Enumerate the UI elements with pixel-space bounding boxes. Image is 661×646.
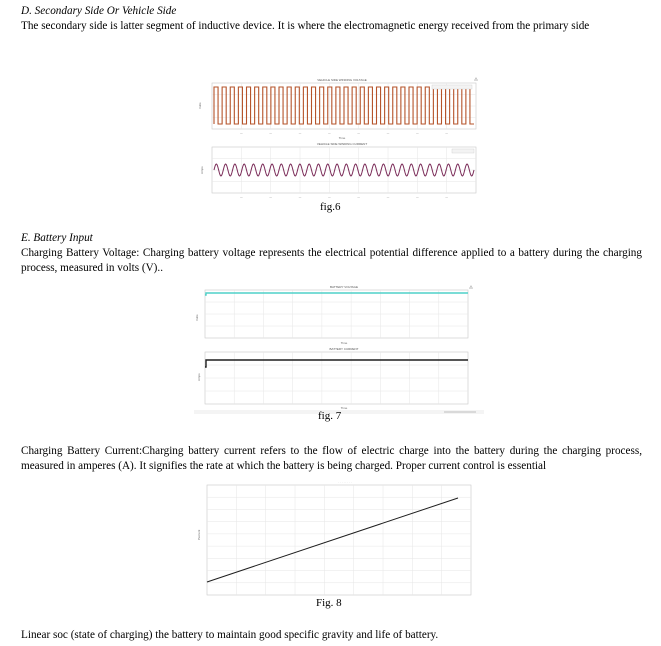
corner-mark: ⁂ xyxy=(474,77,478,82)
y-label-amps-7: Amps xyxy=(197,373,201,381)
figure-6 xyxy=(196,74,486,204)
x-tick-label: — xyxy=(445,196,448,199)
y-label-volts-7: Volts xyxy=(195,314,199,321)
current-body: Charging Battery Current:Charging battery current refers to the flow of electric charge into the battery during the charging process, measured in amperes (A). It signifies the rate at which the battery is being charged. Proper current control is essential xyxy=(21,445,642,472)
figure-8-caption: Fig. 8 xyxy=(316,597,342,609)
y-label-volts: Volts xyxy=(198,102,202,109)
figure-7 xyxy=(194,283,484,415)
x-tick-label: — xyxy=(328,196,331,199)
figure-7-caption: fig. 7 xyxy=(318,410,342,422)
chart-title-soc: · · · · · · · · xyxy=(338,480,352,484)
x-tick-label: — xyxy=(416,132,419,135)
x-label-time-7: Time xyxy=(340,341,348,345)
x-tick-label: — xyxy=(298,132,302,135)
soc-body: Linear soc (state of charging) the battery to maintain good specific gravity and life of battery. xyxy=(21,629,439,641)
y-label-percent: Percent xyxy=(197,529,201,540)
x-tick-label: — xyxy=(240,132,243,135)
x-tick-label: — xyxy=(328,132,331,135)
x-tick-label: — xyxy=(386,196,390,199)
x-tick-label: — xyxy=(269,196,272,199)
y-label-amps: Amps xyxy=(200,166,204,174)
chart-title-winding-voltage: VEHICLE SIDE WINDING VOLTAGE xyxy=(317,78,367,82)
x-tick-label: — xyxy=(298,196,302,199)
x-tick-label: — xyxy=(357,132,360,135)
chart-title-winding-current: VEHICLE SIDE WINDING CURRENT xyxy=(316,142,368,146)
x-tick-label: — xyxy=(269,132,272,135)
section-d-body: The secondary side is latter segment of inductive device. It is where the electromagnetic energy received from the primary side xyxy=(21,20,590,32)
legend-box-voltage xyxy=(432,85,472,89)
status-indicator-7 xyxy=(444,411,476,413)
chart-frame-soc xyxy=(207,485,471,595)
x-label-time-7b: Time xyxy=(340,406,348,410)
x-label-time: Time xyxy=(338,136,346,140)
x-tick-label: — xyxy=(386,132,390,135)
x-tick-label: — xyxy=(357,196,360,199)
x-tick-label: — xyxy=(445,132,448,135)
chart-title-battery-voltage: BATTERY VOLTAGE xyxy=(329,285,359,289)
legend-box-current xyxy=(452,149,474,153)
figure-8 xyxy=(195,478,485,600)
corner-mark-7: ⁂ xyxy=(469,285,473,290)
section-e-body: Charging Battery Voltage: Charging battery voltage represents the electrical potential difference applied to a battery during the charging process, measured in volts (V).. xyxy=(21,247,642,274)
x-tick-label: — xyxy=(416,196,419,199)
chart-title-battery-current: BATTERY CURRENT xyxy=(329,347,359,351)
section-d-heading: D. Secondary Side Or Vehicle Side xyxy=(21,5,177,17)
section-e-heading: E. Battery Input xyxy=(21,232,93,244)
figure-6-caption: fig.6 xyxy=(320,201,341,213)
x-tick-label: — xyxy=(240,196,243,199)
